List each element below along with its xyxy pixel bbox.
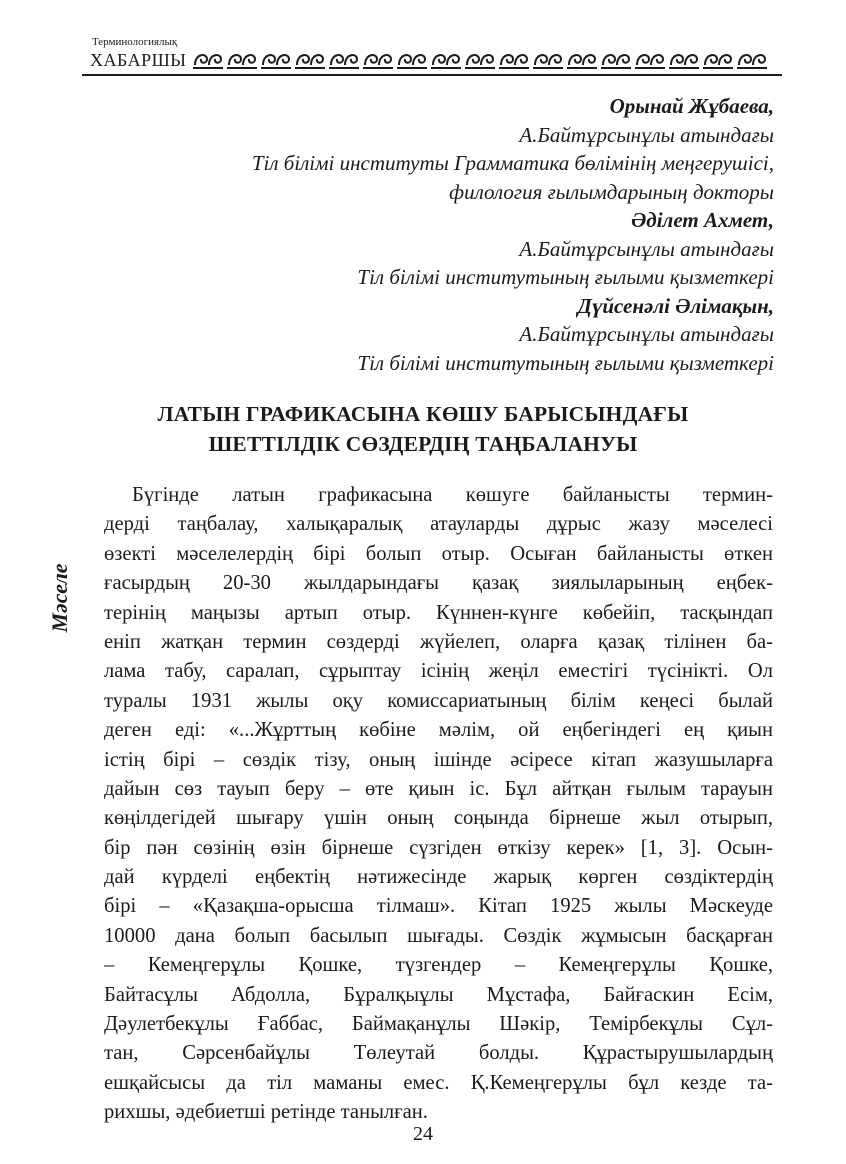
section-side-label (40, 548, 80, 648)
body-text-line: бір пән сөзінің өзін бірнеше сүзгіден өткізу керек» [1, 3]. Осын- (104, 836, 773, 859)
body-text-line: деген еді: «...Жұрттың көбіне мәлім, ой еңбегіндегі ең қиын (104, 719, 773, 742)
article-title-line: ЛАТЫН ГРАФИКАСЫНА КӨШУ БАРЫСЫНДАҒЫ (157, 402, 689, 426)
body-text-line: 10000 дана болып басылып шығады. Сөздік жұмысын басқарған (104, 924, 773, 947)
author-affiliation-line: А.Байтұрсынұлы атындағы (519, 322, 774, 346)
body-text-line: терінің маңызы артып отыр. Күннен-күнге көбейіп, тасқындап (104, 601, 773, 624)
body-text-line: туралы 1931 жылы оқу комиссариатының білім кеңесі былай (104, 689, 773, 712)
author-name: Дүйсенәлі Әлімақын, (577, 293, 774, 318)
body-text-line: дайын сөз тауып беру – өте қиын іс. Бұл айтқан ғылым тарауын (104, 777, 773, 800)
article-body (104, 481, 773, 1128)
header-rule (82, 74, 782, 76)
author-name: Орынай Жұбаева, (609, 94, 774, 118)
author-affiliation-line: А.Байтұрсынұлы атындағы (519, 236, 774, 261)
author-affiliation-line: Тіл білімі институтының ғылыми қызметкері (357, 265, 774, 289)
author-name: Әділет Ахмет, (631, 208, 774, 232)
body-text-line: ешқайсысы да тіл маманы емес. Қ.Кемеңгерұлы бұл кезде та- (104, 1071, 773, 1094)
body-text-line: ғасырдың 20-30 жылдарындағы қазақ зиялыларының еңбек- (104, 572, 773, 595)
author-affiliation-line: Тіл білімі институтының ғылыми қызметкері (357, 350, 774, 375)
body-text-line: Бүгінде латын графикасына көшуге байланысты термин- (132, 484, 773, 506)
author-affiliation-line: филология ғылымдарының докторы (449, 179, 774, 204)
body-text-line: істің бірі – сөздік тізу, оның ішінде әсіресе кітап жазушыларға (104, 748, 773, 771)
header-small-label: Терминологиялық (92, 36, 178, 48)
section-side-label-text: Мәселе (47, 563, 72, 633)
author-block (74, 92, 774, 377)
body-text-line: дай күрделі еңбектің нәтижесінде жарық көрген сөздіктердің (104, 866, 773, 889)
body-text-line: рихшы, әдебиетші ретінде танылған. (104, 1101, 428, 1124)
body-text-line: өзекті мәселелердің бірі болып отыр. Осыған байланысты өткен (104, 542, 773, 565)
body-text-line: лама табу, саралап, сұрыптау ісінің жеңіл еместігі түсінікті. Ол (104, 660, 773, 683)
body-text-line: тан, Сәрсенбайұлы Төлеутай болды. Құрастырушылардың (104, 1042, 773, 1065)
article-title-line: ШЕТТІЛДІК СӨЗДЕРДІҢ ТАҢБАЛАНУЫ (208, 432, 638, 456)
article-title (100, 399, 746, 459)
body-text-line: еніп жатқан термин сөздерді жүйелеп, оларға қазақ тілінен ба- (104, 630, 773, 653)
ornament-band-icon (190, 44, 782, 72)
body-text-line: Байтасұлы Абдолла, Бұралқыұлы Мұстафа, Байғаскин Есім, (104, 983, 773, 1006)
running-header (82, 36, 782, 76)
body-text-line: дерді таңбалау, халықаралық атауларды дұрыс жазу мәселесі (104, 513, 773, 536)
body-text-line: көңілдегідей шығару үшін оның соңында бірнеше жыл отырып, (104, 807, 773, 830)
author-affiliation-line: А.Байтұрсынұлы атындағы (519, 122, 774, 147)
author-affiliation-line: Тіл білімі институты Грамматика бөлімінің меңгерушісі, (251, 151, 774, 175)
body-text-line: Дәулетбекұлы Ғаббас, Баймақанұлы Шәкір, Темірбекұлы Сұл- (104, 1013, 773, 1036)
page-number: 24 (413, 1123, 433, 1145)
body-text-line: – Кемеңгерұлы Қошке, түзгендер – Кемеңгерұлы Қошке, (104, 954, 773, 977)
body-text-line: бірі – «Қазақша-орысша тілмаш». Кітап 1925 жылы Мәскеуде (104, 895, 773, 918)
header-journal-name: ХАБАРШЫ (90, 50, 187, 70)
